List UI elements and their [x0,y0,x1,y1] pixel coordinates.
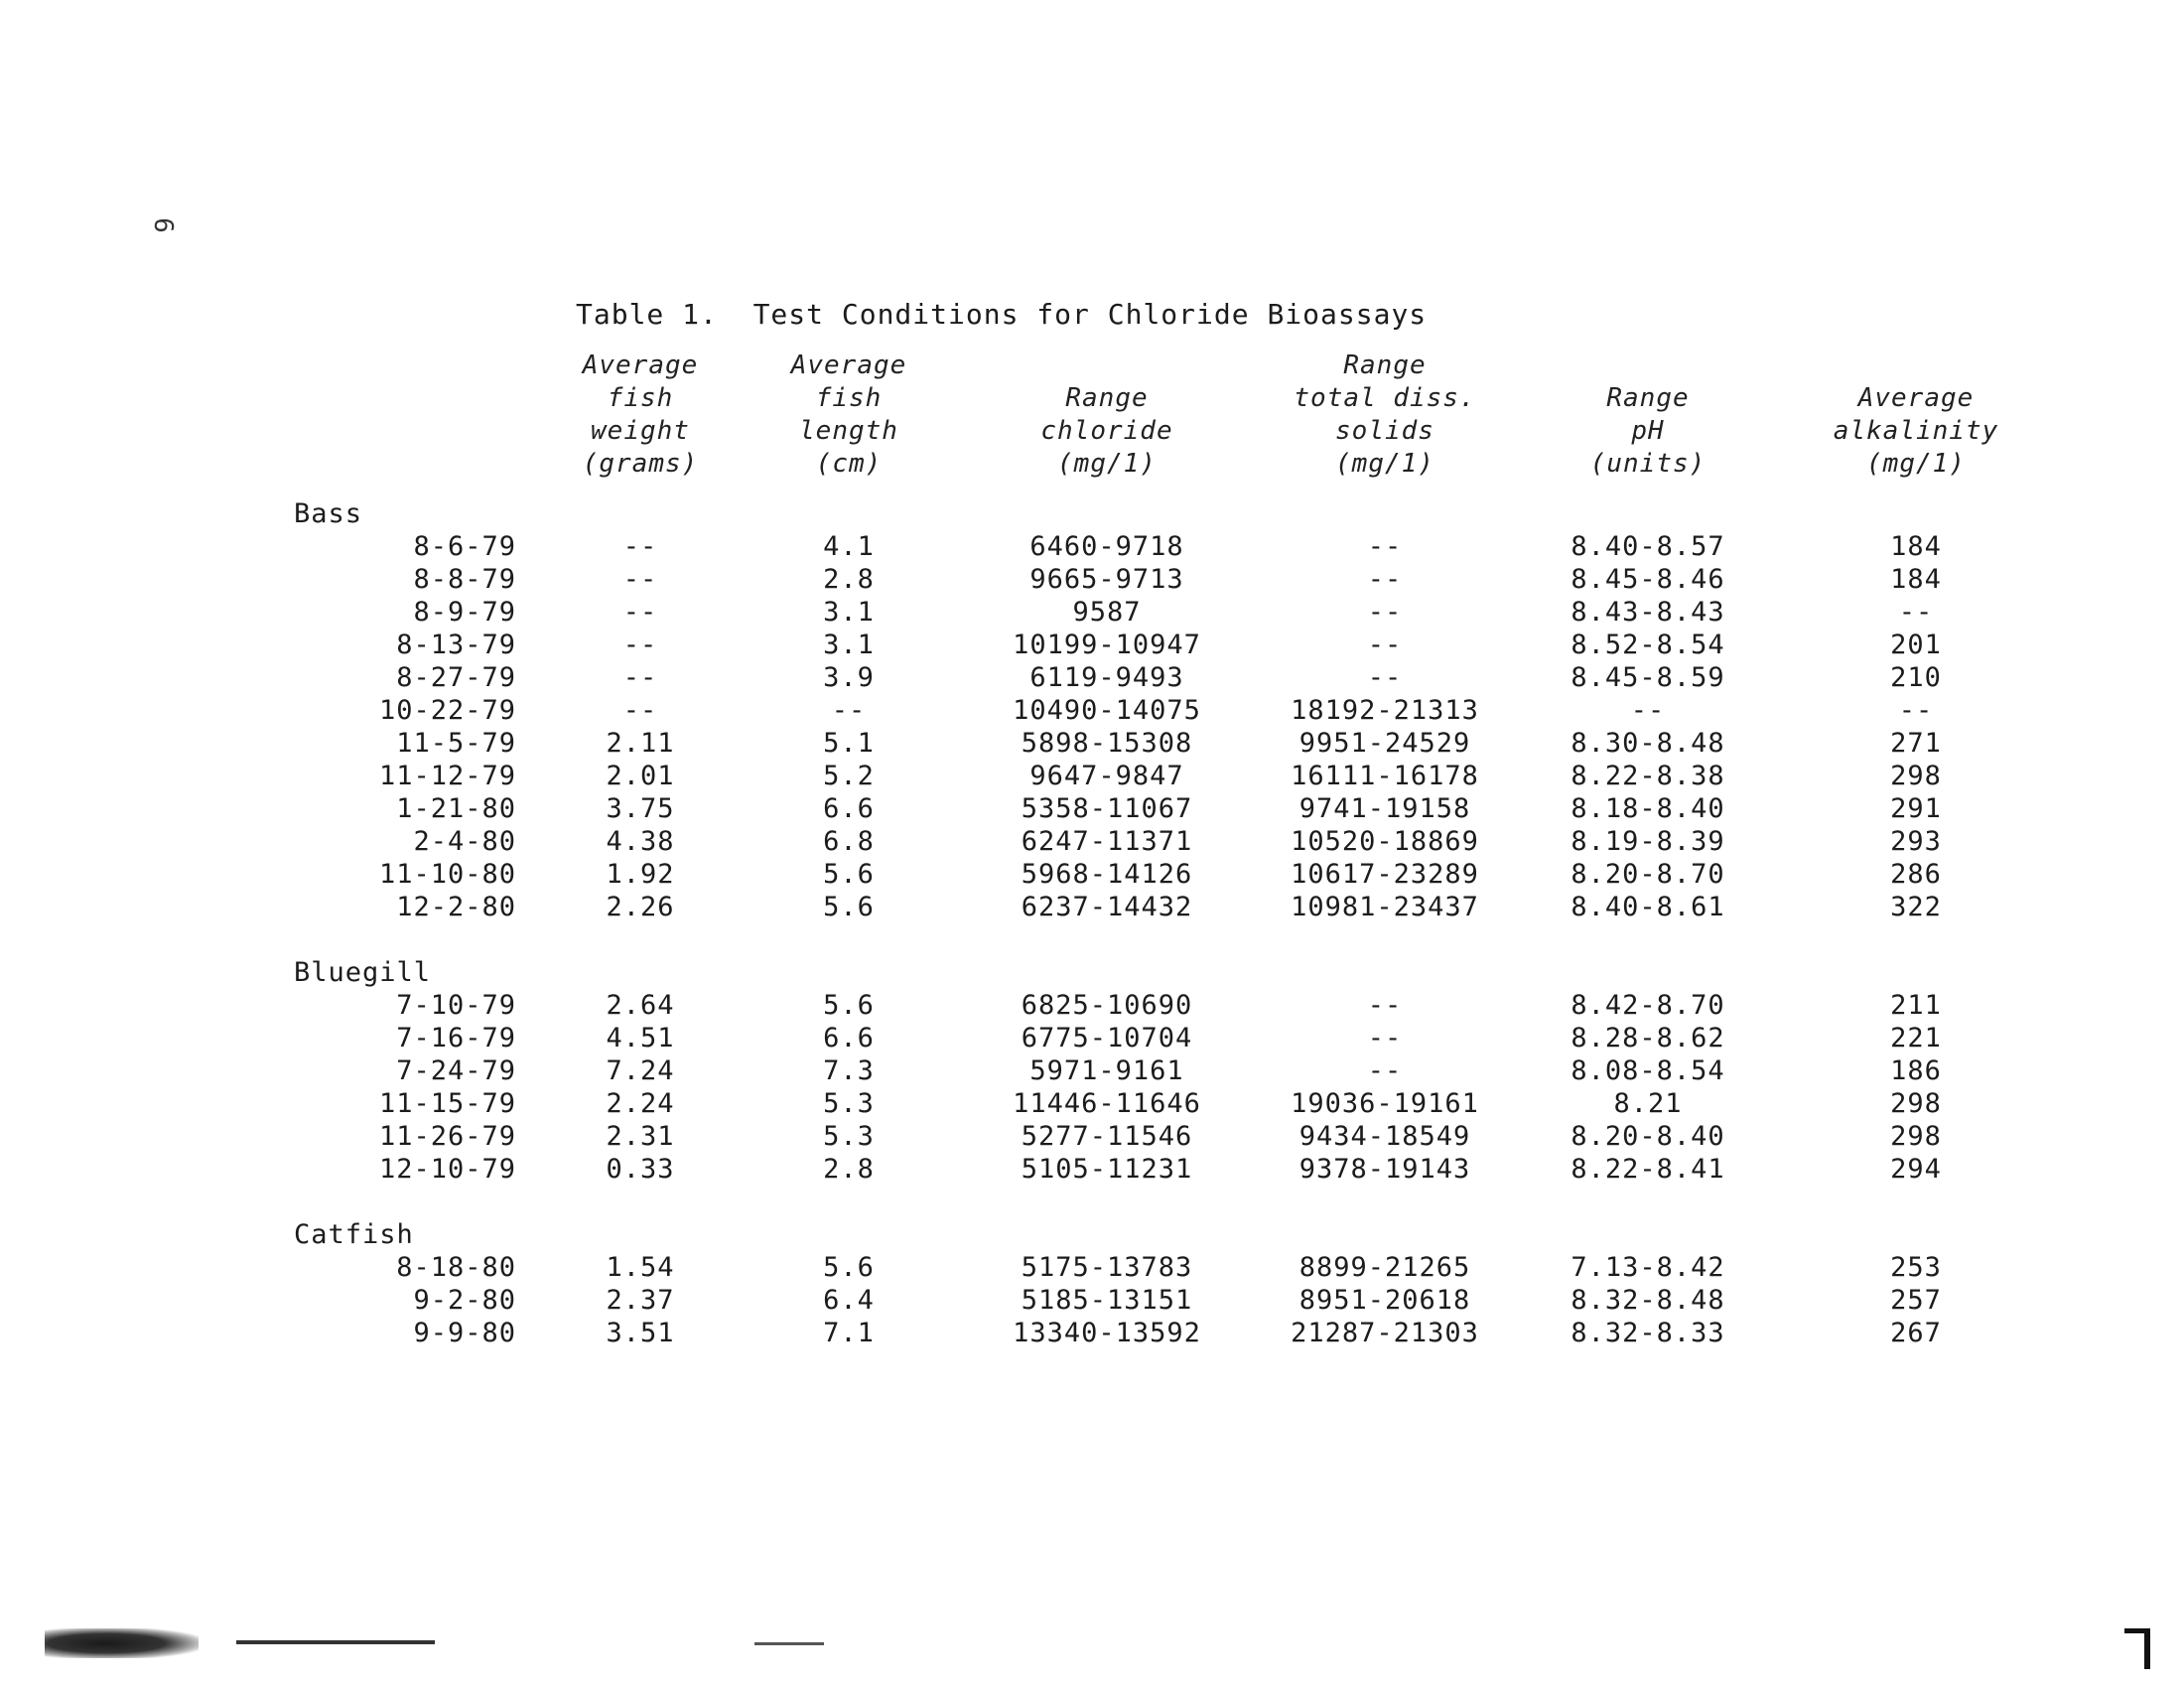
cell-date: 12-2-80 [396,892,516,922]
table-row [0,728,2184,761]
cell-length: 5.3 [823,1088,875,1119]
cell-tds: 8899-21265 [1298,1252,1471,1283]
cell-chloride: 5185-13151 [1021,1285,1193,1316]
cell-tds: 19036-19161 [1291,1088,1479,1119]
cell-ph: 8.19-8.39 [1570,826,1725,857]
cell-tds: 16111-16178 [1291,761,1479,791]
table-row [0,695,2184,728]
cell-chloride: 10199-10947 [1013,630,1201,660]
cell-alk: 253 [1890,1252,1942,1283]
cell-length: 4.1 [823,531,875,562]
header-line: solids [1335,416,1434,446]
cell-alk: 184 [1890,564,1942,595]
cell-chloride: 5898-15308 [1021,728,1193,759]
cell-chloride: 9665-9713 [1029,564,1184,595]
header-line [1797,350,2035,382]
header-line: Average [1857,383,1975,413]
cell-length: 3.1 [823,630,875,660]
cell-ph: 8.28-8.62 [1570,1023,1725,1053]
cell-weight: -- [622,695,658,726]
table-row [0,597,2184,630]
cell-length: 6.4 [823,1285,875,1316]
cell-weight: 1.92 [606,859,675,890]
cell-chloride: 6247-11371 [1021,826,1193,857]
cell-weight: 0.33 [606,1154,675,1185]
cell-date: 8-18-80 [396,1252,516,1283]
cell-date: 9-9-80 [413,1318,516,1348]
cell-ph: 8.22-8.38 [1570,761,1725,791]
cell-date: 8-27-79 [396,662,516,693]
cell-date: 11-12-79 [378,761,516,791]
cell-date: 8-6-79 [413,531,516,562]
cell-date: 2-4-80 [413,826,516,857]
cell-tds: 21287-21303 [1291,1318,1479,1348]
cell-alk: -- [1898,597,1934,628]
header-line: (grams) [582,449,699,479]
cell-tds: 9741-19158 [1298,793,1471,824]
cell-date: 10-22-79 [378,695,516,726]
cell-ph: 8.20-8.40 [1570,1121,1725,1152]
cell-alk: 257 [1890,1285,1942,1316]
cell-alk: 186 [1890,1055,1942,1086]
cell-chloride: 10490-14075 [1013,695,1201,726]
cell-chloride: 6825-10690 [1021,990,1193,1021]
cell-weight: 2.24 [606,1088,675,1119]
cell-length: 6.6 [823,1023,875,1053]
header-line: (mg/1) [1335,449,1434,479]
group-label: Catfish [294,1219,414,1250]
header-avg-fish-length [764,350,933,481]
cell-ph: 8.18-8.40 [1570,793,1725,824]
table-row [0,1023,2184,1055]
cell-weight: 4.51 [606,1023,675,1053]
table-row [0,1055,2184,1088]
cell-length: 5.6 [823,859,875,890]
table-row [0,531,2184,564]
header-line: Range [1065,383,1149,413]
cell-ph: 8.40-8.61 [1570,892,1725,922]
cell-chloride: 6119-9493 [1029,662,1184,693]
cell-tds: -- [1367,990,1403,1021]
table-row [0,1318,2184,1350]
cell-alk: 294 [1890,1154,1942,1185]
cell-weight: 1.54 [606,1252,675,1283]
cell-date: 11-15-79 [378,1088,516,1119]
cell-ph: 8.30-8.48 [1570,728,1725,759]
cell-date: 12-10-79 [378,1154,516,1185]
cell-chloride: 9647-9847 [1029,761,1184,791]
cell-ph: 8.08-8.54 [1570,1055,1725,1086]
cell-length: 5.2 [823,761,875,791]
cell-date: 8-9-79 [413,597,516,628]
table-row [0,826,2184,859]
cell-date: 11-26-79 [378,1121,516,1152]
header-line: length [799,416,898,446]
cell-alk: 298 [1890,761,1942,791]
cell-tds: 8951-20618 [1298,1285,1471,1316]
cell-ph: 8.21 [1613,1088,1683,1119]
cell-weight: 7.24 [606,1055,675,1086]
header-line: total diss. [1294,383,1476,413]
cell-ph: 8.45-8.59 [1570,662,1725,693]
table-row [0,892,2184,924]
header-line [1559,350,1737,382]
header-range-chloride [993,350,1221,481]
header-line: pH [1631,416,1665,446]
cell-alk: 291 [1890,793,1942,824]
header-line: chloride [1040,416,1173,446]
group-label: Bluegill [294,957,432,988]
cell-length: 5.6 [823,990,875,1021]
cell-tds: 9951-24529 [1298,728,1471,759]
group-label: Bass [294,498,363,529]
table-row [0,793,2184,826]
cell-length: 7.1 [823,1318,875,1348]
table-row [0,990,2184,1023]
cell-date: 7-16-79 [396,1023,516,1053]
cell-length: 7.3 [823,1055,875,1086]
cell-weight: 2.37 [606,1285,675,1316]
cell-ph: 8.45-8.46 [1570,564,1725,595]
cell-tds: -- [1367,564,1403,595]
cell-chloride: 6237-14432 [1021,892,1193,922]
cell-ph: 8.32-8.48 [1570,1285,1725,1316]
cell-length: 3.9 [823,662,875,693]
cell-chloride: 5971-9161 [1029,1055,1184,1086]
cell-alk: 286 [1890,859,1942,890]
scan-smudge [236,1640,435,1644]
cell-weight: -- [622,564,658,595]
cell-length: 5.1 [823,728,875,759]
cell-ph: 8.42-8.70 [1570,990,1725,1021]
cell-length: 2.8 [823,1154,875,1185]
scan-smudge [754,1642,824,1645]
cell-length: 6.8 [823,826,875,857]
table-row [0,1285,2184,1318]
header-line: (cm) [815,449,883,479]
cell-tds: -- [1367,1055,1403,1086]
header-line: Average [790,351,907,380]
cell-tds: -- [1367,662,1403,693]
cell-weight: -- [622,662,658,693]
table-title: Table 1. Test Conditions for Chloride Bioassays [576,298,1428,331]
cell-weight: 2.11 [606,728,675,759]
header-line: fish [815,383,883,413]
cell-weight: 2.26 [606,892,675,922]
header-line: (units) [1589,449,1706,479]
cell-ph: 7.13-8.42 [1570,1252,1725,1283]
cell-tds: -- [1367,531,1403,562]
table-row [0,1088,2184,1121]
cell-length: -- [831,695,867,726]
scan-corner-mark [2124,1628,2150,1669]
cell-weight: 2.64 [606,990,675,1021]
table-row [0,1252,2184,1285]
header-line: Average [582,351,699,380]
cell-tds: 9434-18549 [1298,1121,1471,1152]
cell-tds: 9378-19143 [1298,1154,1471,1185]
cell-alk: 221 [1890,1023,1942,1053]
cell-date: 8-8-79 [413,564,516,595]
header-line: alkalinity [1833,416,1999,446]
table-row [0,630,2184,662]
cell-tds: 10617-23289 [1291,859,1479,890]
cell-length: 6.6 [823,793,875,824]
cell-weight: -- [622,630,658,660]
page-number: 6 [147,217,178,233]
cell-date: 7-24-79 [396,1055,516,1086]
cell-alk: 271 [1890,728,1942,759]
cell-ph: 8.52-8.54 [1570,630,1725,660]
cell-ph: 8.43-8.43 [1570,597,1725,628]
cell-ph: 8.40-8.57 [1570,531,1725,562]
cell-weight: 3.75 [606,793,675,824]
cell-alk: 298 [1890,1088,1942,1119]
cell-ph: 8.22-8.41 [1570,1154,1725,1185]
header-range-total-dissolved-solids [1271,350,1499,481]
cell-chloride: 11446-11646 [1013,1088,1201,1119]
cell-length: 5.6 [823,892,875,922]
header-line: fish [607,383,674,413]
table-row [0,859,2184,892]
cell-chloride: 5105-11231 [1021,1154,1193,1185]
cell-tds: -- [1367,630,1403,660]
cell-chloride: 5175-13783 [1021,1252,1193,1283]
table-row [0,1154,2184,1187]
cell-ph: -- [1630,695,1666,726]
cell-chloride: 5277-11546 [1021,1121,1193,1152]
cell-ph: 8.20-8.70 [1570,859,1725,890]
header-line [993,350,1221,382]
cell-ph: 8.32-8.33 [1570,1318,1725,1348]
table-row [0,1121,2184,1154]
cell-chloride: 13340-13592 [1013,1318,1201,1348]
cell-alk: 210 [1890,662,1942,693]
cell-alk: 293 [1890,826,1942,857]
cell-tds: 10981-23437 [1291,892,1479,922]
header-line: Range [1606,383,1690,413]
cell-alk: -- [1898,695,1934,726]
header-range-ph [1559,350,1737,481]
header-avg-fish-weight [556,350,725,481]
cell-chloride: 6460-9718 [1029,531,1184,562]
header-avg-alkalinity [1797,350,2035,481]
cell-length: 5.3 [823,1121,875,1152]
cell-alk: 211 [1890,990,1942,1021]
cell-date: 7-10-79 [396,990,516,1021]
header-line: (mg/1) [1866,449,1966,479]
cell-date: 1-21-80 [396,793,516,824]
cell-alk: 322 [1890,892,1942,922]
cell-length: 2.8 [823,564,875,595]
cell-alk: 201 [1890,630,1942,660]
cell-date: 8-13-79 [396,630,516,660]
table-row [0,662,2184,695]
header-line: weight [591,416,690,446]
cell-weight: -- [622,597,658,628]
cell-weight: 3.51 [606,1318,675,1348]
header-line: Range [1343,351,1427,380]
scan-smudge [45,1628,199,1658]
cell-alk: 184 [1890,531,1942,562]
cell-date: 11-10-80 [378,859,516,890]
cell-length: 3.1 [823,597,875,628]
cell-chloride: 9587 [1072,597,1142,628]
cell-chloride: 5968-14126 [1021,859,1193,890]
cell-alk: 298 [1890,1121,1942,1152]
cell-weight: -- [622,531,658,562]
cell-alk: 267 [1890,1318,1942,1348]
cell-date: 9-2-80 [413,1285,516,1316]
cell-tds: -- [1367,1023,1403,1053]
table-row [0,761,2184,793]
cell-date: 11-5-79 [396,728,516,759]
header-line: (mg/1) [1057,449,1157,479]
cell-weight: 2.01 [606,761,675,791]
cell-tds: 10520-18869 [1291,826,1479,857]
cell-tds: -- [1367,597,1403,628]
cell-length: 5.6 [823,1252,875,1283]
table-row [0,564,2184,597]
cell-chloride: 6775-10704 [1021,1023,1193,1053]
cell-chloride: 5358-11067 [1021,793,1193,824]
cell-tds: 18192-21313 [1291,695,1479,726]
cell-weight: 2.31 [606,1121,675,1152]
cell-weight: 4.38 [606,826,675,857]
